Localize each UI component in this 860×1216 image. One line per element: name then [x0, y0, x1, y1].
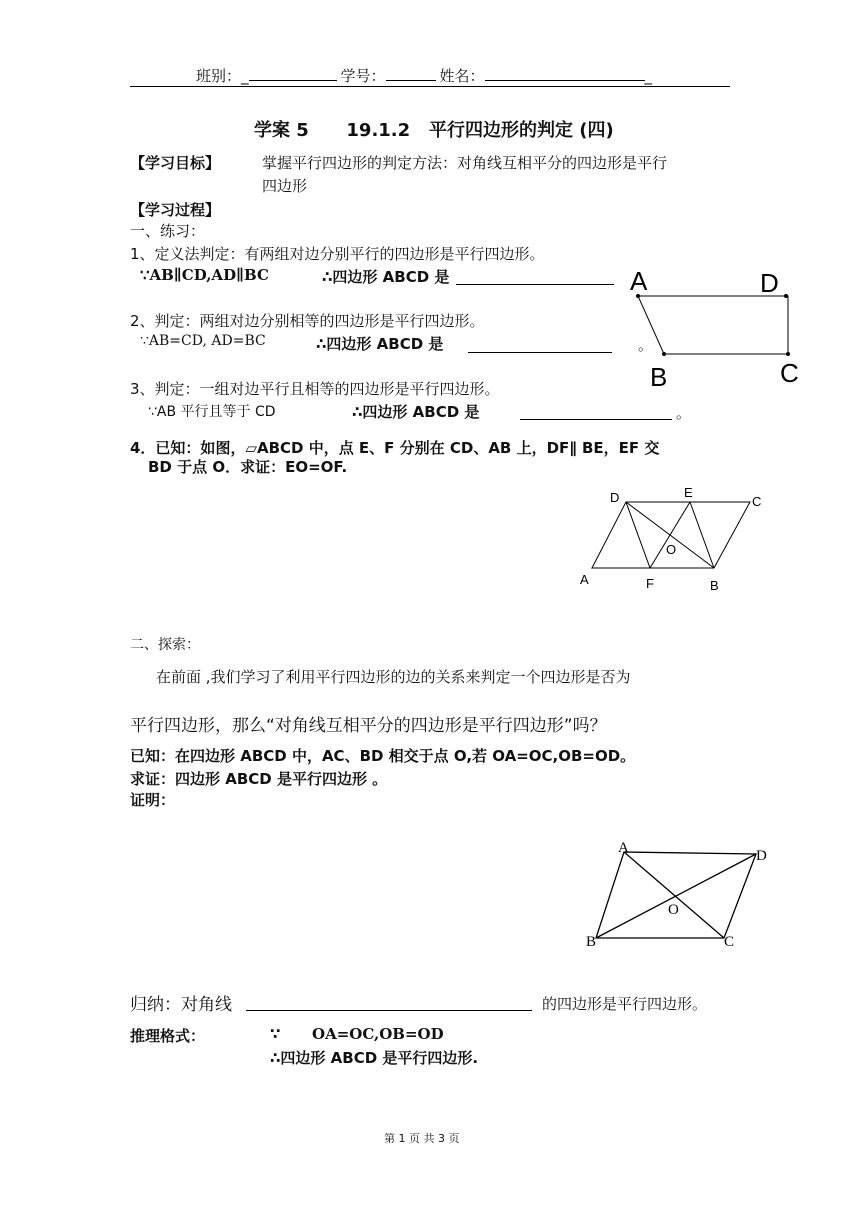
- class-blank: _: [241, 67, 249, 85]
- q2-given: ∵AB=CD, AD=BC: [140, 333, 266, 349]
- fig2-segment-df: [626, 502, 650, 568]
- fig1-label-c: C: [780, 358, 799, 388]
- name-label: 姓名：: [439, 67, 485, 85]
- fig1-vertex-d: [784, 294, 788, 298]
- fig1-label-a: A: [630, 266, 648, 296]
- exploration-prove: 求证：四边形 ABCD 是平行四边形 。: [130, 770, 388, 788]
- summary-suffix: 的四边形是平行四边形。: [542, 995, 708, 1013]
- objective-label: 【学习目标】: [130, 154, 221, 172]
- fig1-label-d: D: [760, 268, 779, 298]
- q2-conclusion: ∴四边形 ABCD 是: [316, 335, 444, 353]
- fig2-label-f: F: [646, 576, 654, 591]
- fig2-parallelogram: [592, 502, 750, 568]
- fig3-label-d: D: [756, 848, 767, 864]
- header-rule: [130, 86, 730, 87]
- q3-given: ∵AB 平行且等于 CD: [148, 404, 276, 420]
- q4-line2: BD 于点 O．求证：EO=OF.: [148, 458, 348, 476]
- page-title: 学案 5 19.1.2 平行四边形的判定 (四): [254, 120, 614, 141]
- fig2-segment-ef: [650, 502, 690, 568]
- fig1-label-b: B: [650, 362, 668, 392]
- fig2-label-e: E: [684, 485, 693, 500]
- figure-parallelogram-1: [624, 262, 804, 392]
- fig1-parallelogram: [638, 296, 788, 354]
- fig2-label-c: C: [752, 494, 762, 509]
- format-because: ∵: [270, 1025, 281, 1043]
- objective-line1: 掌握平行四边形的判定方法：对角线互相平分的四边形是平行: [262, 154, 668, 172]
- q1-text: 1、定义法判定：有两组对边分别平行的四边形是平行四边形。: [130, 245, 545, 263]
- summary-prefix: 归纳：对角线: [130, 995, 232, 1015]
- fig2-segment-be: [690, 502, 714, 568]
- process-label: 【学习过程】: [130, 201, 221, 219]
- q1-given: ∵AB∥CD,AD∥BC: [140, 266, 269, 284]
- fig3-diagonal-ac: [624, 852, 724, 938]
- class-label: 班别：: [196, 67, 242, 85]
- name-blank-tail: _: [644, 67, 653, 85]
- section1-heading: 一、练习：: [130, 222, 206, 240]
- fig3-label-o: O: [668, 902, 679, 918]
- figure-parallelogram-3: [584, 834, 784, 954]
- format-therefore: ∴四边形 ABCD 是平行四边形.: [270, 1049, 479, 1067]
- exploration-line2: 平行四边形，那么“对角线互相平分的四边形是平行四边形”吗？: [130, 716, 607, 736]
- page-footer: 第 1 页 共 3 页: [384, 1132, 460, 1145]
- q1-answer-blank[interactable]: [456, 284, 614, 285]
- header-row: [196, 64, 652, 86]
- fig1-vertex-c: [786, 352, 790, 356]
- fig2-label-o: O: [666, 542, 677, 557]
- class-field[interactable]: [249, 64, 337, 81]
- fig3-diagonal-bd: [596, 854, 756, 938]
- number-field[interactable]: [386, 64, 436, 81]
- format-label: 推理格式：: [130, 1027, 206, 1045]
- number-label: 学号：: [340, 67, 386, 85]
- fig1-vertex-b: [662, 352, 666, 356]
- fig3-label-b: B: [586, 934, 597, 950]
- format-given: OA=OC,OB=OD: [312, 1025, 444, 1043]
- q3-end: 。: [676, 404, 692, 422]
- fig2-label-d: D: [610, 490, 620, 505]
- exploration-given: 已知：在四边形 ABCD 中，AC、BD 相交于点 O,若 OA=OC,OB=OD。: [130, 747, 636, 765]
- q2-text: 2、判定：两组对边分别相等的四边形是平行四边形。: [130, 312, 485, 330]
- q4-line1: 4．已知：如图，▱ABCD 中，点 E、F 分别在 CD、AB 上，DF∥ BE，EF 交: [130, 439, 660, 457]
- fig2-label-a: A: [580, 572, 589, 587]
- proof-label: 证明：: [130, 791, 176, 809]
- fig3-label-a: A: [618, 840, 629, 856]
- name-field[interactable]: [485, 64, 645, 81]
- q3-answer-blank[interactable]: [520, 419, 672, 420]
- fig2-label-b: B: [710, 578, 719, 593]
- q1-conclusion: ∴四边形 ABCD 是: [322, 268, 450, 286]
- q3-conclusion: ∴四边形 ABCD 是: [352, 403, 480, 421]
- figure-parallelogram-2: [572, 484, 772, 596]
- fig3-label-c: C: [724, 934, 735, 950]
- exploration-line1: 在前面 ,我们学习了利用平行四边形的边的关系来判定一个四边形是否为: [156, 668, 631, 686]
- summary-blank[interactable]: [246, 1010, 532, 1011]
- q3-text: 3、判定：一组对边平行且相等的四边形是平行四边形。: [130, 380, 500, 398]
- q2-answer-blank[interactable]: [468, 352, 612, 353]
- section2-heading: 二、探索：: [130, 637, 200, 653]
- objective-line2: 四边形: [262, 177, 308, 195]
- q2-end: 。: [638, 336, 654, 354]
